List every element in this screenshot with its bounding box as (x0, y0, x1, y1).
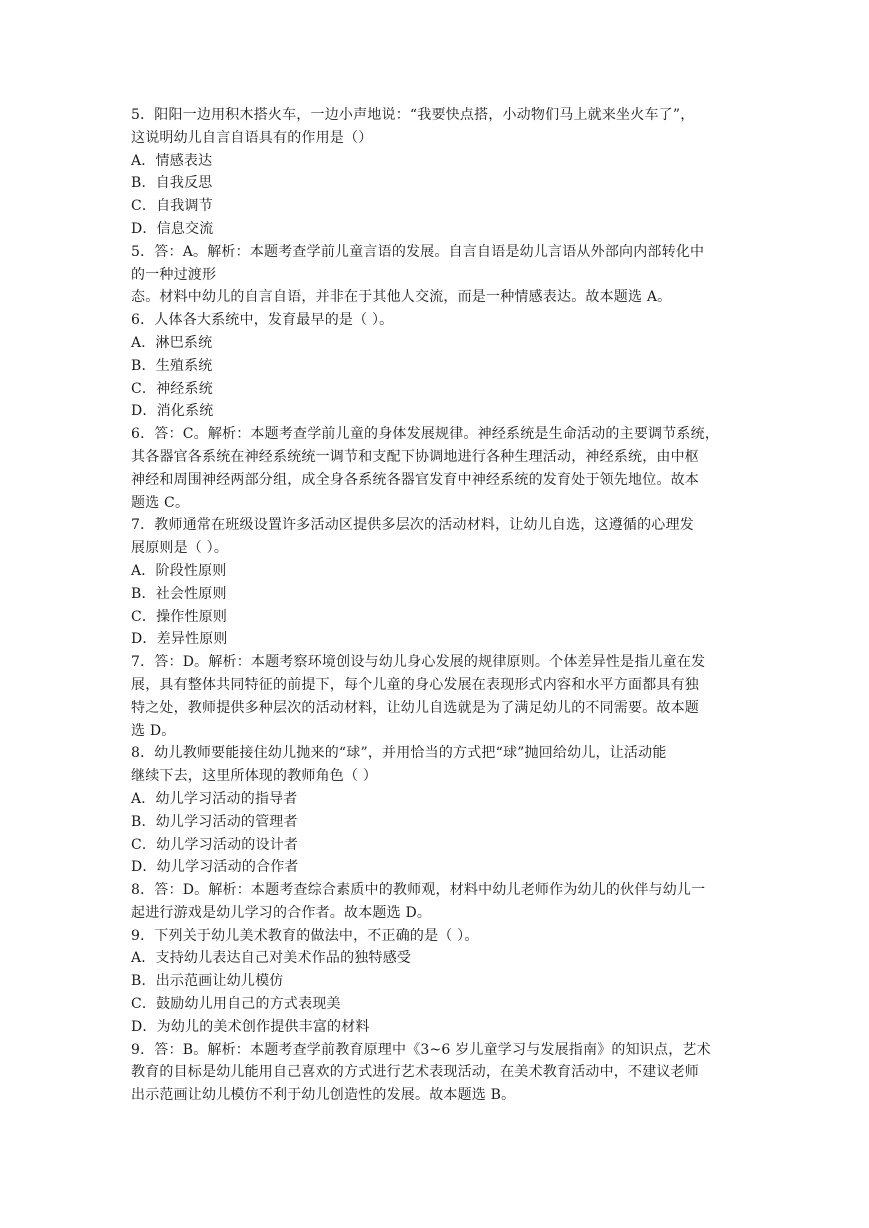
answer-9-line-3: 出示范画让幼儿模仿不利于幼儿创造性的发展。故本题选 B。 (131, 1087, 516, 1104)
answer-8-line-2: 起进行游戏是幼儿学习的合作者。故本题选 D。 (131, 904, 432, 921)
question-6-option-d: D．消化系统 (131, 403, 214, 420)
question-7-stem-line-2: 展原则是（ ）。 (131, 540, 229, 557)
question-5-option-d: D．信息交流 (131, 220, 214, 237)
question-9-option-a: A．支持幼儿表达自己对美术作品的独特感受 (131, 950, 412, 967)
answer-9-line-1: 9．答：B。解析：本题考查学前教育原理中《3~6 岁儿童学习与发展指南》的知识点，艺术 (131, 1041, 711, 1058)
question-8-stem-line-1: 8．幼儿教师要能接住幼儿抛来的“球”，并用恰当的方式把“球”抛回给幼儿，让活动能 (131, 745, 667, 762)
answer-9-line-2: 教育的目标是幼儿能用自己喜欢的方式进行艺术表现活动，在美术教育活动中，不建议老师 (131, 1064, 699, 1081)
question-8-stem-line-2: 继续下去，这里所体现的教师角色（ ） (131, 768, 378, 785)
question-5-option-b: B．自我反思 (131, 175, 213, 192)
question-9-option-c: C．鼓励幼儿用自己的方式表现美 (131, 996, 341, 1013)
answer-7-line-1: 7．答：D。解析：本题考察环境创设与幼儿身心发展的规律原则。个体差异性是指儿童在发 (131, 654, 706, 671)
document-body (131, 104, 741, 1107)
question-5-option-c: C．自我调节 (131, 198, 213, 215)
answer-5-line-2: 的一种过渡形 (131, 266, 217, 283)
answer-6-line-4: 题选 C。 (131, 494, 190, 511)
answer-7-line-2: 展，具有整体共同特征的前提下，每个儿童的身心发展在表现形式内容和水平方面都具有独 (131, 676, 699, 693)
question-9-option-d: D．为幼儿的美术创作提供丰富的材料 (131, 1018, 370, 1035)
question-7-stem-line-1: 7．教师通常在班级设置许多活动区提供多层次的活动材料，让幼儿自选，这遵循的心理发 (131, 517, 694, 534)
question-6-option-c: C．神经系统 (131, 380, 213, 397)
answer-7-line-3: 特之处，教师提供多种层次的活动材料，让幼儿自选就是为了满足幼儿的不同需要。故本题 (131, 699, 699, 716)
question-5-option-a: A．情感表达 (131, 152, 213, 169)
question-8-option-c: C．幼儿学习活动的设计者 (131, 836, 299, 853)
answer-5-line-1: 5．答：A。解析：本题考查学前儿童言语的发展。自言自语是幼儿言语从外部向内部转化中 (131, 243, 705, 260)
question-5-stem-line-1: 5．阳阳一边用积木搭火车，一边小声地说：“我要快点搭，小动物们马上就来坐火车了”， (131, 107, 695, 123)
question-6-stem: 6．人体各大系统中，发育最早的是（ ）。 (131, 312, 394, 329)
question-7-option-d: D．差异性原则 (131, 631, 228, 648)
answer-6-line-1: 6．答：C。解析：本题考查学前儿童的身体发展规律。神经系统是生命活动的主要调节系统， (131, 426, 720, 443)
question-8-option-d: D．幼儿学习活动的合作者 (131, 859, 299, 876)
question-7-option-b: B．社会性原则 (131, 585, 227, 602)
question-9-stem: 9．下列关于幼儿美术教育的做法中，不正确的是（ ）。 (131, 927, 479, 944)
answer-8-line-1: 8．答：D。解析：本题考查综合素质中的教师观，材料中幼儿老师作为幼儿的伙伴与幼儿一 (131, 882, 706, 899)
question-6-option-a: A．淋巴系统 (131, 334, 213, 351)
question-7-option-a: A．阶段性原则 (131, 562, 227, 579)
question-8-option-b: B．幼儿学习活动的管理者 (131, 813, 298, 830)
answer-6-line-3: 神经和周围神经两部分组，成全身各系统各器官发育中神经系统的发育处于领先地位。故本 (131, 471, 699, 488)
question-6-option-b: B．生殖系统 (131, 357, 213, 374)
question-8-option-a: A．幼儿学习活动的指导者 (131, 790, 298, 807)
answer-5-line-3: 态。材料中幼儿的自言自语，并非在于其他人交流，而是一种情感表达。故本题选 A。 (131, 289, 672, 306)
question-9-option-b: B．出示范画让幼儿模仿 (131, 973, 284, 990)
answer-7-line-4: 选 D。 (131, 722, 176, 739)
answer-6-line-2: 其各器官各系统在神经系统统一调节和支配下协调地进行各种生理活动，神经系统，由中枢 (131, 448, 699, 465)
question-5-stem-line-2: 这说明幼儿自言自语具有的作用是（） (131, 129, 373, 146)
question-7-option-c: C．操作性原则 (131, 608, 228, 625)
